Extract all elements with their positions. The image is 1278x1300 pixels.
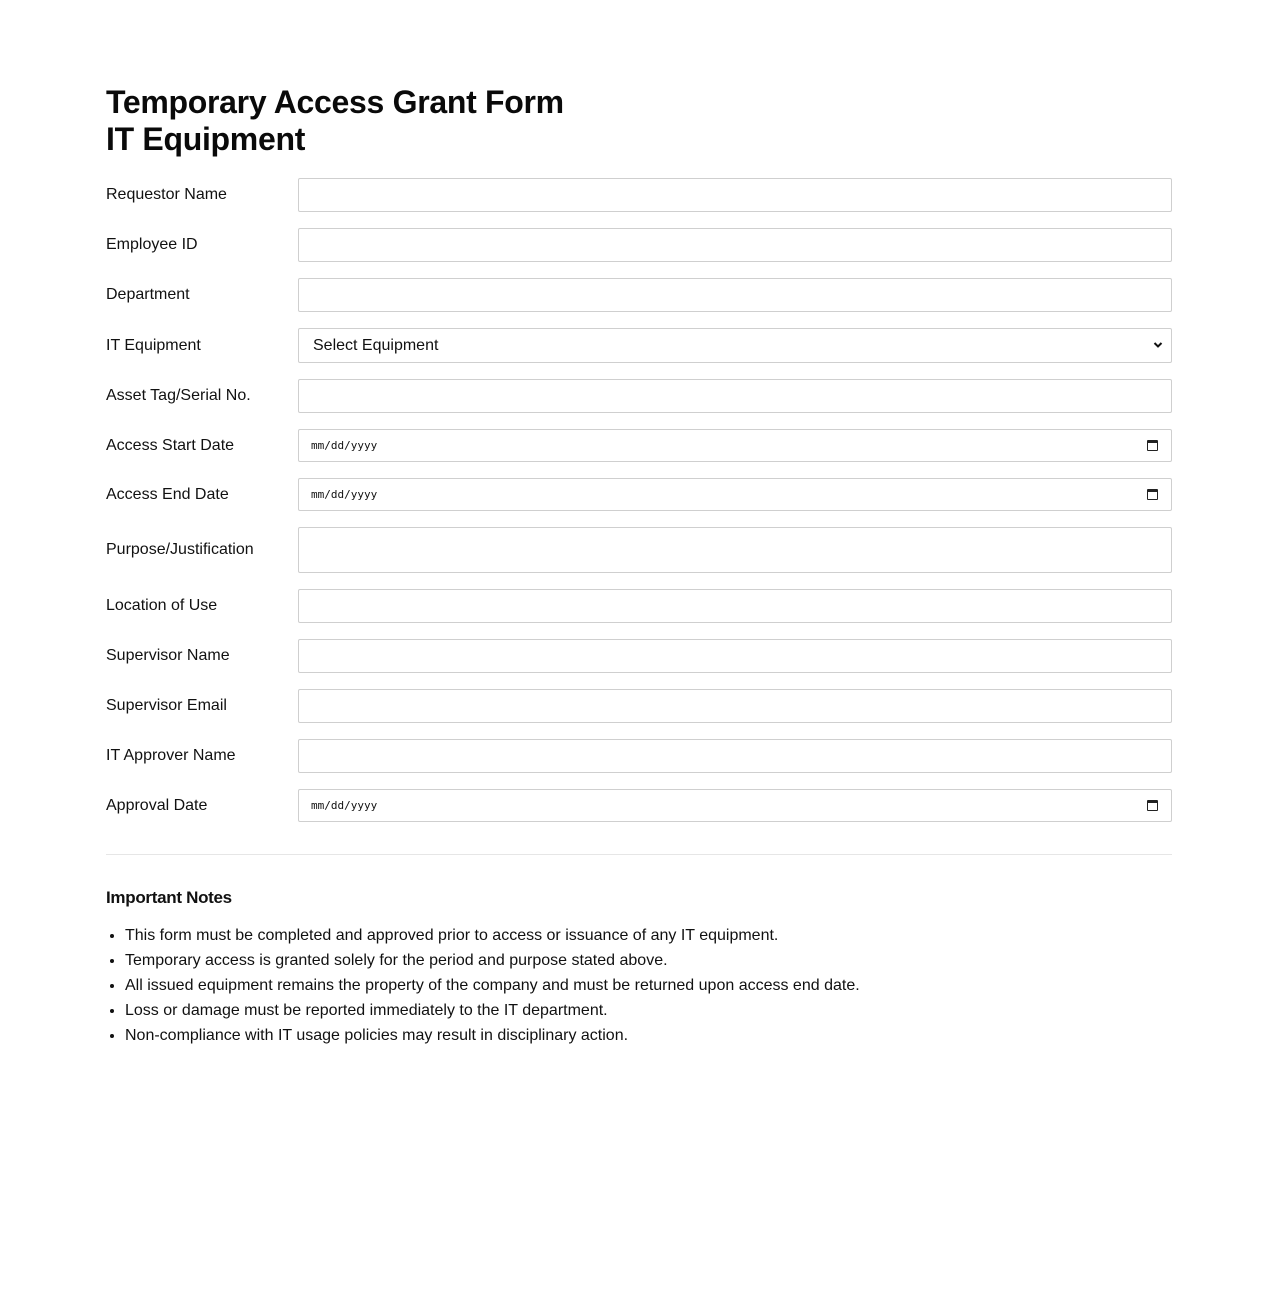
list-item: • All issued equipment remains the property of the company and must be returned upon access end date. <box>125 973 1172 998</box>
section-divider <box>106 854 1172 855</box>
row-employee-id <box>106 228 1172 262</box>
row-purpose <box>106 527 1172 573</box>
notes-heading: Important Notes <box>106 888 232 907</box>
row-department <box>106 278 1172 312</box>
supervisor-email-input[interactable] <box>298 689 1172 723</box>
notes-list <box>106 923 1172 1048</box>
page-title-line2: IT Equipment <box>106 121 306 157</box>
it-equipment-label: IT Equipment <box>106 336 201 354</box>
form-container <box>106 84 1172 1044</box>
employee-id-label: Employee ID <box>106 236 198 253</box>
row-location <box>106 589 1172 623</box>
it-approver-name-input[interactable] <box>298 739 1172 773</box>
requestor-name-label: Requestor Name <box>106 186 227 203</box>
row-it-approver-name <box>106 739 1172 773</box>
access-start-date-label: Access Start Date <box>106 436 235 454</box>
approval-date-placeholder: mm/dd/yyyy <box>311 799 378 812</box>
row-it-equipment <box>106 328 1172 363</box>
it-approver-name-label: IT Approver Name <box>106 747 236 764</box>
supervisor-name-label: Supervisor Name <box>106 647 230 664</box>
important-notes <box>106 887 1172 1048</box>
requestor-name-input[interactable] <box>298 178 1172 212</box>
asset-tag-input[interactable] <box>298 379 1172 413</box>
purpose-label: Purpose/Justification <box>106 541 254 558</box>
calendar-icon[interactable] <box>1147 489 1158 500</box>
approval-date-input[interactable] <box>298 789 1172 822</box>
employee-id-input[interactable] <box>298 228 1172 262</box>
access-form <box>106 178 1172 838</box>
location-input[interactable] <box>298 589 1172 623</box>
list-item: • This form must be completed and approved prior to access or issuance of any IT equipment. <box>125 923 1172 948</box>
row-access-start-date <box>106 429 1172 462</box>
chevron-down-icon <box>1153 340 1163 350</box>
list-item: • Temporary access is granted solely for the period and purpose stated above. <box>125 948 1172 973</box>
calendar-icon[interactable] <box>1147 800 1158 811</box>
it-equipment-select[interactable] <box>298 328 1172 363</box>
page-title-line1: Temporary Access Grant Form <box>106 84 564 120</box>
department-label: Department <box>106 286 190 303</box>
row-approval-date <box>106 789 1172 822</box>
row-requestor-name <box>106 178 1172 212</box>
it-equipment-selected-value: Select Equipment <box>313 337 439 354</box>
supervisor-name-input[interactable] <box>298 639 1172 673</box>
purpose-textarea[interactable] <box>298 527 1172 573</box>
asset-tag-label: Asset Tag/Serial No. <box>106 387 251 404</box>
location-label: Location of Use <box>106 597 218 614</box>
row-access-end-date <box>106 478 1172 511</box>
row-asset-tag <box>106 379 1172 413</box>
approval-date-label: Approval Date <box>106 796 208 814</box>
row-supervisor-name <box>106 639 1172 673</box>
access-start-date-placeholder: mm/dd/yyyy <box>311 439 378 452</box>
department-input[interactable] <box>298 278 1172 312</box>
access-end-date-label: Access End Date <box>106 485 229 503</box>
calendar-icon[interactable] <box>1147 440 1158 451</box>
access-end-date-placeholder: mm/dd/yyyy <box>311 488 378 501</box>
list-item: • Non-compliance with IT usage policies may result in disciplinary action. <box>125 1023 1172 1048</box>
row-supervisor-email <box>106 689 1172 723</box>
list-item: • Loss or damage must be reported immediately to the IT department. <box>125 998 1172 1023</box>
access-start-date-input[interactable] <box>298 429 1172 462</box>
page-title <box>106 84 1172 158</box>
access-end-date-input[interactable] <box>298 478 1172 511</box>
supervisor-email-label: Supervisor Email <box>106 697 227 714</box>
